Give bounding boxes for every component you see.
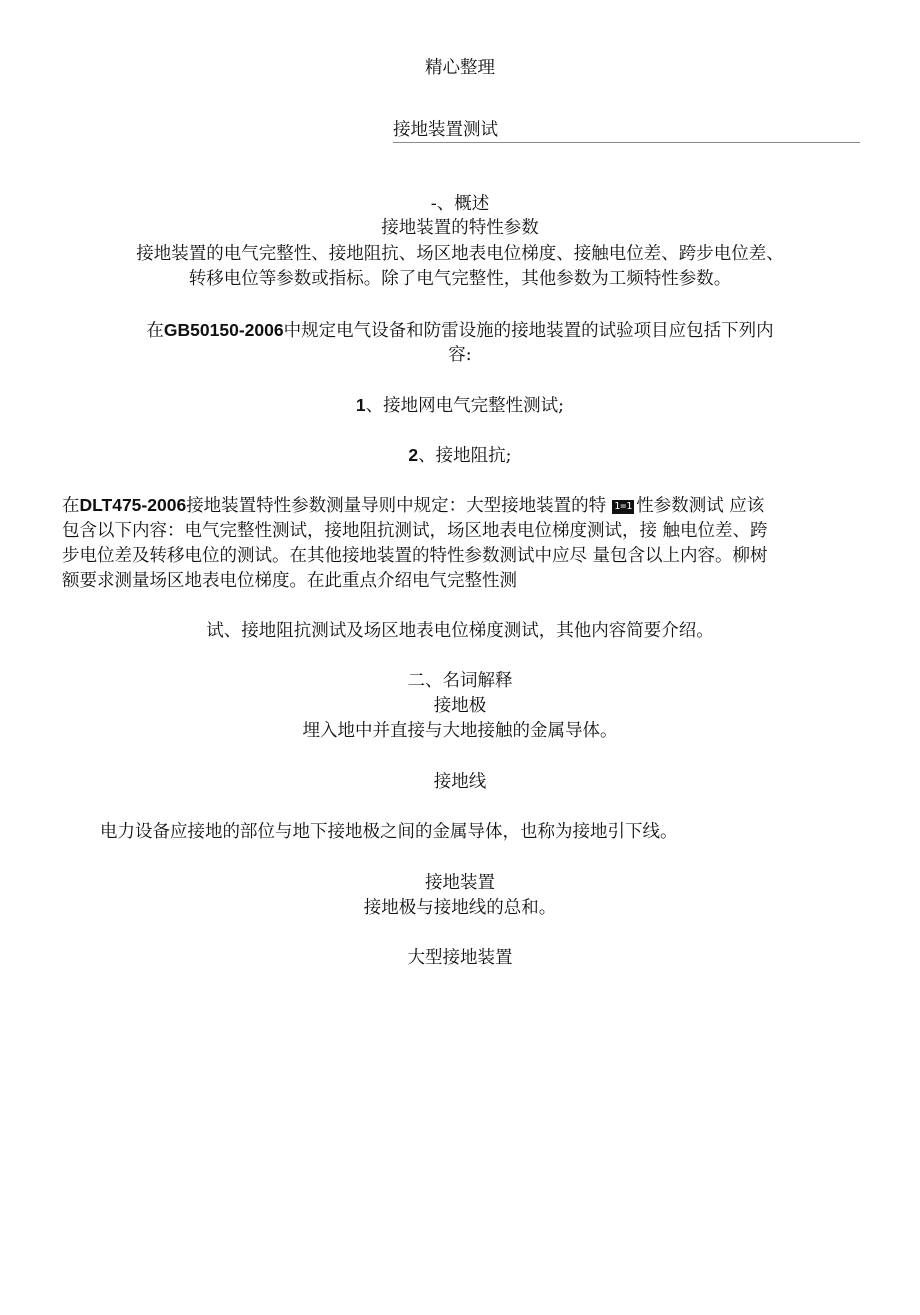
section2-heading: 二、名词解释 — [407, 671, 513, 691]
list-item-2 — [0, 443, 920, 468]
def-grounding-device: 接地极与接地线的总和。 — [363, 898, 557, 918]
intro-line-1: 接地装置的电气完整性、接地阻抗、场区地表电位梯度、接触电位差、跨步电位差、 — [136, 244, 784, 264]
gb-standard-line — [0, 318, 920, 343]
title-underline — [393, 142, 860, 143]
dlt-line-5: 试、接地阻抗测试及场区地表电位梯度测试，其他内容简要介绍。 — [206, 621, 714, 641]
term-grounding-conductor: 接地线 — [433, 772, 487, 792]
dlt-line-2: 包含以下内容：电气完整性测试，接地阻抗测试，场区地表电位梯度测试，接 触电位差、跨 — [62, 521, 768, 541]
list-item-1 — [0, 393, 920, 418]
def-grounding-electrode: 埋入地中并直接与大地接触的金属导体。 — [302, 721, 618, 741]
dlt-line-1 — [62, 493, 852, 519]
list-item-1-number: 1 — [355, 395, 366, 415]
gb-code: GB50150-2006 — [163, 320, 284, 340]
gb-text: 中规定电气设备和防雷设施的接地装置的试验项目应包括下列内 — [283, 321, 774, 341]
list-item-2-number: 2 — [408, 445, 419, 465]
dlt-text-1b: 性参数测试 应该 — [636, 496, 765, 516]
top-note: 精心整理 — [425, 58, 495, 78]
section1-subheading: 接地装置的特性参数 — [381, 218, 539, 238]
intro-line-2: 转移电位等参数或指标。除了电气完整性，其他参数为工频特性参数。 — [188, 269, 732, 289]
list-item-1-text: 、接地网电气完整性测试; — [365, 396, 565, 416]
dlt-standard-paragraph — [62, 493, 852, 594]
def-grounding-conductor: 电力设备应接地的部位与地下接地极之间的金属导体，也称为接地引下线。 — [100, 822, 678, 842]
dlt-code: DLT475-2006 — [79, 495, 187, 515]
dlt-text-1: 接地装置特性参数测量导则中规定：大型接地装置的特 — [186, 496, 607, 516]
term-grounding-device: 接地装置 — [425, 873, 495, 893]
dlt-prefix: 在 — [62, 496, 80, 516]
gb-prefix: 在 — [146, 321, 164, 341]
gb-standard-line-end: 容: — [448, 345, 472, 365]
dlt-line-4: 额要求测量场区地表电位梯度。在此重点介绍电气完整性测 — [62, 571, 517, 591]
term-grounding-electrode: 接地极 — [433, 696, 487, 716]
document-title: 接地装置测试 — [393, 120, 498, 140]
list-item-2-text: 、接地阻抗; — [418, 446, 512, 466]
dlt-line-3: 步电位差及转移电位的测试。在其他接地装置的特性参数测试中应尽 量包含以上内容。柳树 — [62, 546, 768, 566]
inline-placeholder-badge: 1=1 — [614, 500, 633, 512]
term-large-grounding-device: 大型接地装置 — [407, 948, 513, 968]
section1-heading: -、概述 — [430, 194, 490, 214]
